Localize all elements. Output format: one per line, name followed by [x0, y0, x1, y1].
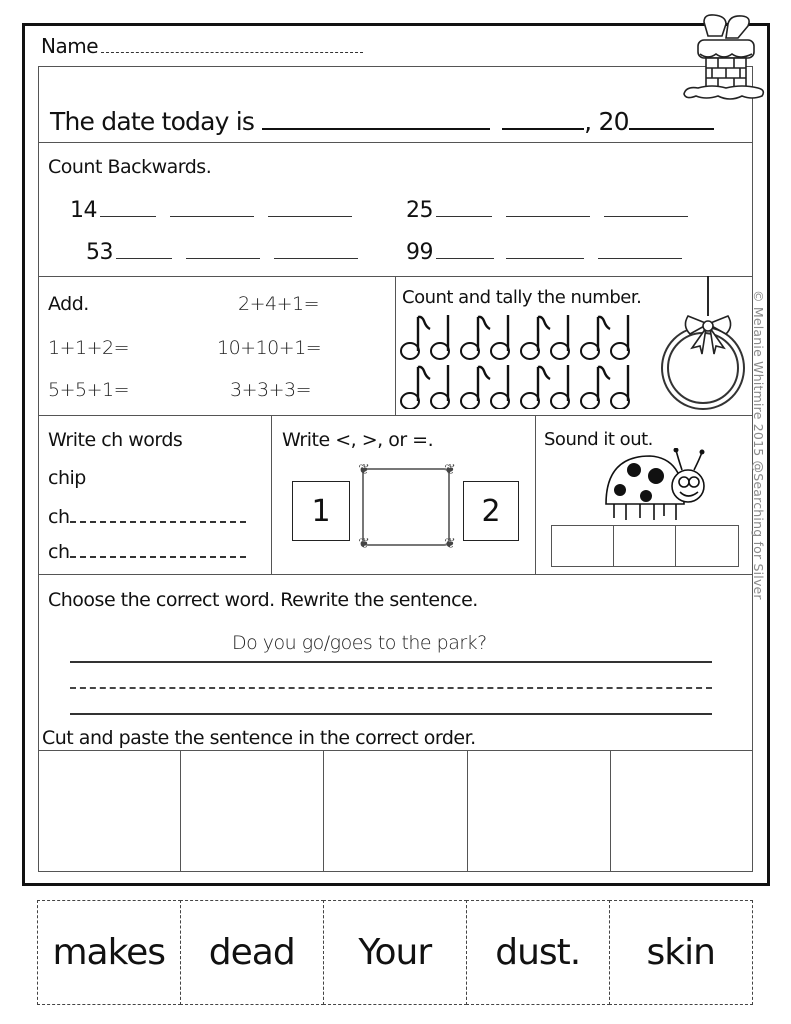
sound-box[interactable]	[614, 526, 676, 566]
start-number: 99	[406, 240, 433, 265]
date-field[interactable]	[50, 109, 714, 134]
count-backwards-title: Count Backwards.	[48, 156, 212, 178]
add-problem: 3+3+3=	[230, 379, 312, 401]
count-row-25[interactable]	[406, 200, 688, 222]
ch-blank[interactable]	[70, 556, 246, 558]
start-number: 14	[70, 198, 97, 223]
holly-frame-icon[interactable]	[362, 468, 450, 546]
start-number: 53	[86, 240, 113, 265]
ch-prefix: ch	[48, 506, 70, 528]
holly-icon: ❦	[444, 462, 456, 478]
writing-line-mid[interactable]	[70, 687, 712, 689]
add-problem: 1+1+2=	[48, 337, 130, 359]
date-year-blank[interactable]	[629, 128, 714, 130]
name-field[interactable]	[41, 36, 363, 56]
ch-word-line[interactable]	[48, 508, 246, 527]
add-problem: 10+10+1=	[217, 337, 322, 359]
writing-line-bottom[interactable]	[70, 713, 712, 715]
divider	[38, 142, 753, 143]
start-number: 25	[406, 198, 433, 223]
ch-words-title: Write ch words	[48, 429, 183, 451]
paste-box[interactable]	[38, 751, 181, 871]
word-card[interactable]: dead	[180, 900, 325, 1005]
paste-boxes	[38, 750, 753, 871]
add-problem: 5+5+1=	[48, 379, 130, 401]
sound-title: Sound it out.	[544, 429, 653, 450]
year-prefix: , 20	[584, 107, 629, 136]
count-row-53[interactable]	[86, 242, 358, 264]
word-card[interactable]: makes	[37, 900, 182, 1005]
wreath-icon[interactable]	[660, 276, 746, 414]
ch-prefix: ch	[48, 541, 70, 563]
word-card[interactable]: skin	[609, 900, 754, 1005]
compare-left-number: 1	[292, 481, 350, 541]
ch-blank[interactable]	[70, 521, 246, 523]
ch-word-line[interactable]	[48, 543, 246, 562]
date-day-blank[interactable]	[502, 128, 584, 130]
divider	[535, 415, 536, 574]
name-label: Name	[41, 34, 99, 58]
copyright-text: © Melanie Whitmire 2015 @Searching for Silver	[751, 290, 766, 600]
rewrite-title: Choose the correct word. Rewrite the sentence.	[48, 589, 478, 611]
add-title: Add.	[48, 293, 89, 315]
divider	[395, 276, 396, 415]
paste-box[interactable]	[181, 751, 324, 871]
tally-title: Count and tally the number.	[402, 287, 642, 308]
name-blank[interactable]	[101, 52, 363, 53]
sound-box[interactable]	[552, 526, 614, 566]
ch-words-example: chip	[48, 467, 86, 489]
date-month-blank[interactable]	[262, 128, 490, 130]
music-notes-grid	[400, 313, 640, 413]
holly-icon: ❦	[444, 536, 456, 552]
sound-box[interactable]	[676, 526, 738, 566]
word-card[interactable]: Your	[323, 900, 468, 1005]
music-note-icon	[400, 313, 640, 409]
compare-title: Write <, >, or =.	[282, 429, 434, 451]
chimney-icon	[682, 10, 766, 102]
holly-icon: ❦	[358, 536, 370, 552]
word-card[interactable]: dust.	[466, 900, 611, 1005]
add-problem: 2+4+1=	[238, 293, 320, 315]
divider	[38, 415, 753, 416]
sound-boxes	[551, 525, 739, 567]
divider	[271, 415, 272, 574]
date-label: The date today is	[50, 107, 255, 136]
paste-box[interactable]	[611, 751, 753, 871]
holly-icon: ❦	[358, 462, 370, 478]
divider	[38, 574, 753, 575]
writing-line-top[interactable]	[70, 661, 712, 663]
cut-out-words	[38, 900, 753, 1005]
cut-paste-title: Cut and paste the sentence in the correct order.	[42, 727, 476, 749]
paste-box[interactable]	[324, 751, 467, 871]
count-row-14[interactable]	[70, 200, 352, 222]
ladybug-icon	[604, 448, 710, 526]
count-row-99[interactable]	[406, 242, 682, 264]
compare-right-number: 2	[463, 481, 519, 541]
paste-box[interactable]	[468, 751, 611, 871]
rewrite-sentence: Do you go/goes to the park?	[232, 632, 487, 654]
